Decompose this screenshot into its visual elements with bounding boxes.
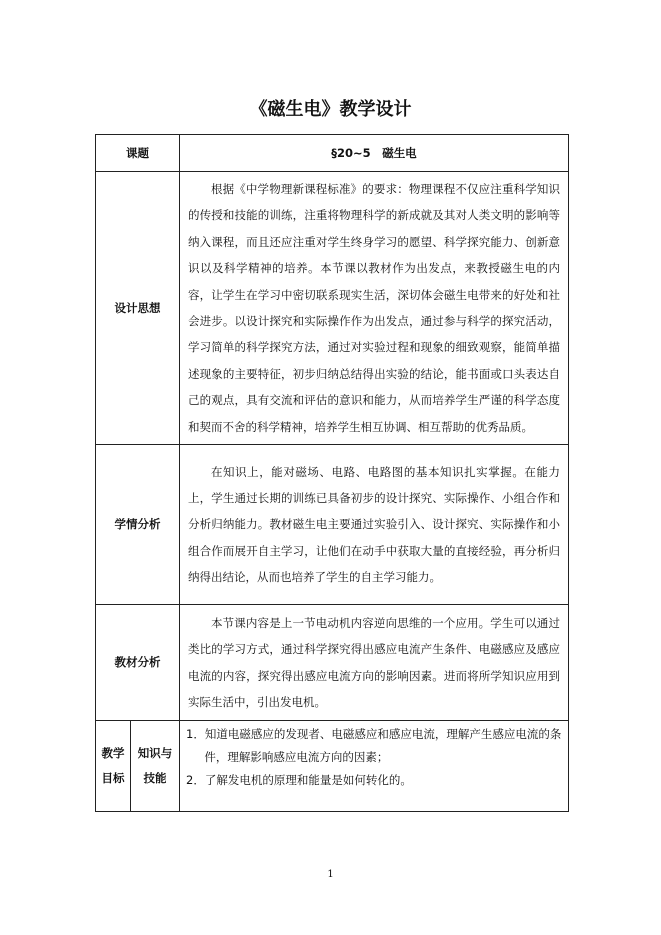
design-row	[96, 172, 569, 445]
student-label: 学情分析	[96, 445, 180, 605]
student-text: 在知识上，能对磁场、电路、电路图的基本知识扎实掌握。在能力上，学生通过长期的训练已具备初步的设计探究、实际操作、小组合作和分析归纳能力。教材磁生电主要通过实验引入、设计探究、实际操作和小组合作而展开自主学习，让他们在动手中获取大量的直接经验，再分析归纳得出结论，从而也培养了学生的自主学习能力。	[188, 464, 560, 585]
design-text: 根据《中学物理新课程标准》的要求：物理课程不仅应注重科学知识的传授和技能的训练，注重将物理科学的新成就及其对人类文明的影响等纳入课程，而且还应注重对学生终身学习的愿望、科学探究能力、创新意识以及科学精神的培养。本节课以教材作为出发点，来教授磁生电的内容，让学生在学习中密切联系现实生活，深切体会磁生电带来的好处和社会进步。以设计探究和实际操作作为出发点，通过参与科学的探究活动，学习简单的科学探究方法，通过对实验过程和现象的细致观察，能简单描述现象的主要特征，初步归纳总结得出实验的结论，能书面或口头表达自己的观点，具有交流和评估的意识和能力，从而培养学生严谨的科学态度和契而不舍的科学精神，培养学生相互协调、相互帮助的优秀品质。	[188, 182, 560, 434]
student-row	[96, 445, 569, 605]
skill-label	[131, 721, 180, 812]
material-cell	[180, 605, 569, 721]
goal-label	[96, 721, 131, 812]
skill-label-top: 知识与	[137, 746, 173, 761]
skill-label-bottom: 技能	[143, 771, 167, 786]
goal-row	[96, 721, 569, 812]
goals-cell	[180, 721, 569, 812]
material-label: 教材分析	[96, 605, 180, 721]
goal-item-1: 1．知道电磁感应的发现者、电磁感应和感应电流，理解产生感应电流的条件，理解影响感应电流方向的因素；	[186, 727, 562, 765]
topic-row	[96, 135, 569, 172]
topic-label: 课题	[96, 135, 180, 172]
lesson-plan-table	[95, 134, 569, 812]
page-number: 1	[327, 869, 334, 880]
goal-label-bottom: 目标	[101, 771, 125, 786]
student-cell	[180, 445, 569, 605]
design-cell	[180, 172, 569, 445]
material-text: 本节课内容是上一节电动机内容逆向思维的一个应用。学生可以通过类比的学习方式，通过科学探究得出感应电流产生条件、电磁感应及感应电流的内容，探究得出感应电流方向的影响因素。进而将所学知识应用到实际生活中，引出发电机。	[188, 615, 560, 709]
material-row	[96, 605, 569, 721]
goal-item-2: 2．了解发电机的原理和能量是如何转化的。	[186, 773, 412, 788]
design-label: 设计思想	[96, 172, 180, 445]
goal-label-top: 教学	[101, 746, 125, 761]
document-title: 《磁生电》教学设计	[249, 99, 412, 120]
topic-value: §20~5 磁生电	[180, 135, 569, 172]
